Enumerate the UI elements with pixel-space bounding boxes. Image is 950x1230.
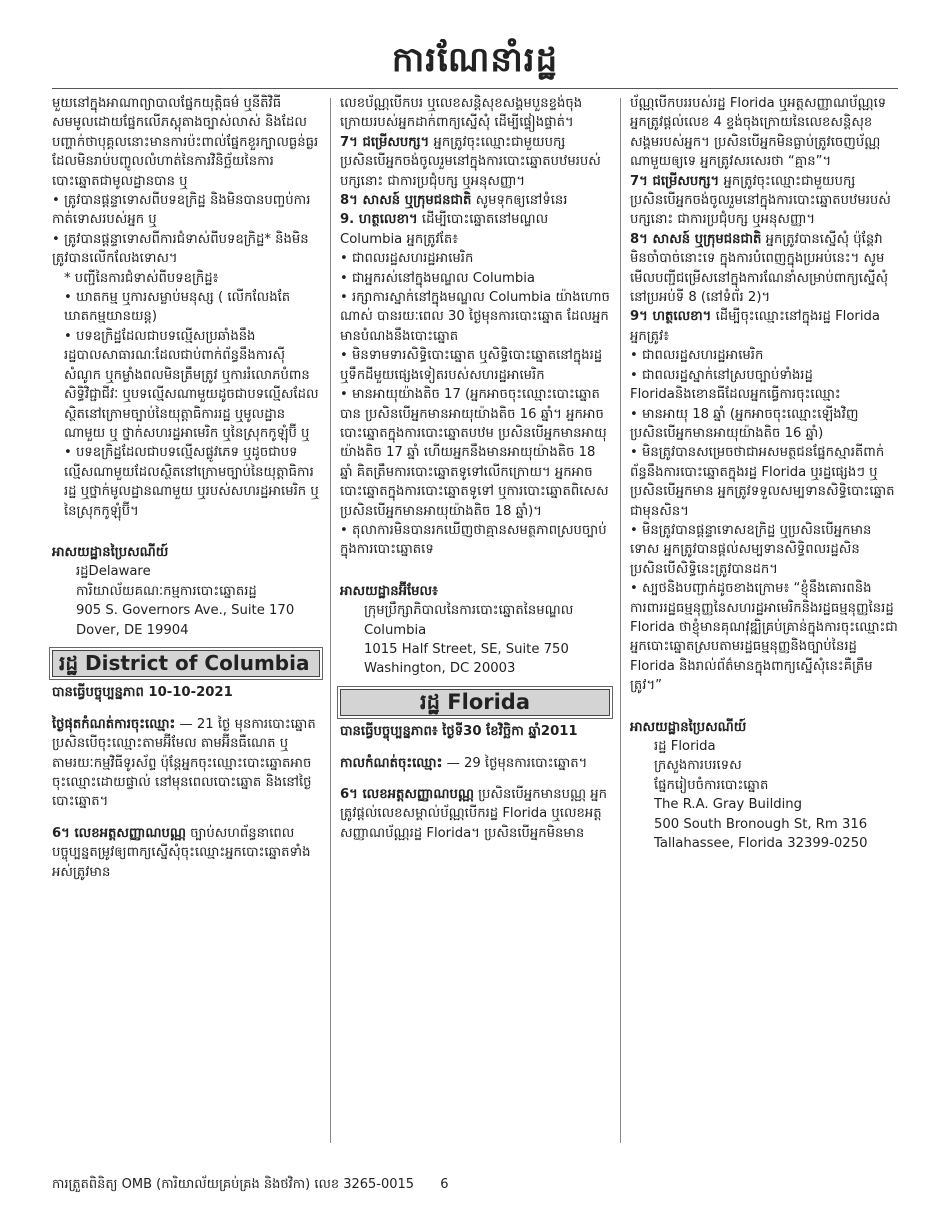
party-paragraph [630,172,898,230]
deadline-paragraph [52,715,320,812]
list-item: • មានអាយុយ៉ាងតិច 17 (អ្នកអាចចុះឈ្មោះបោះឆ្នោតបាន ប្រសិនបើអ្នកមានអាយុយ៉ាងតិច 16 ឆ្នាំ។ អ្នកអាចបោះឆ្នោតក្នុងការបោះឆ្នោតបឋម ប្រសិនបើអ្នកមានអាយុយ៉ាងតិច 17 ឆ្នាំ ហើយអ្នកនឹងមានអាយុយ៉ាងតិច 18 ឆ្នាំ គិតត្រឹមការបោះឆ្នោតទូទៅលើកក្រោយ។ អ្នកអាចបោះឆ្នោតក្នុងការបោះឆ្នោតទូទៅ ឬការបោះឆ្នោតពិសេស ប្រសិនបើអ្នកមានអាយុយ៉ាងតិច 18 ឆ្នាំ)។ [340,387,609,519]
signature-heading: 9. ហត្ថលេខា។ [340,212,418,228]
id-text: ច្បាប់សហព័ន្ធនាពេលបច្ចុប្បន្នតម្រូវឲ្យពាក្យស្នើសុំចុះឈ្មោះអ្នកបោះឆ្នោតទាំងអស់ត្រូវមាន [52,825,311,880]
race-text: សូមទុកឲ្យនៅទំនេរ [471,193,568,209]
address-line: ផ្នែករៀបចំការបោះឆ្នោត [654,777,769,793]
column-divider [620,98,621,1143]
race-paragraph [340,191,610,210]
omb-control-number: ការត្រួតពិនិត្យ OMB (ការិយាល័យគ្រប់គ្រង និងថវិកា) លេខ 3265-0015 [52,1177,415,1192]
column-3 [630,94,898,853]
race-text: អ្នកត្រូវបានស្នើសុំ ប៉ុន្តែវាមិនចាំបាច់នោះទេ ក្នុងការបំពេញក្នុងប្រអប់នេះ។ សូមមើលបញ្ជីជម្រើសនៅក្នុងការណែនាំសម្រាប់ពាក្យស្នើសុំនៅប្រអប់ទី 8 (នៅទំព័រ 2)។ [630,231,889,306]
address-line: រដ្ឋ Florida [654,739,716,754]
list-item: • ជាពលរដ្ឋសហរដ្ឋអាមេរិក [630,348,764,364]
list-item: • ត្រូវបានផ្តន្ទាទោសពីបទឧក្រិដ្ឋ និងមិនបានបញ្ចប់ការកាត់ទោសរបស់អ្នក ឬ [52,193,311,228]
party-text: អ្នកត្រូវចុះឈ្មោះជាមួយបក្សប្រសិនបើអ្នកចង់ចូលរួមនៅក្នុងការបោះឆ្នោតបឋមរបស់បក្សនោះ ជាការប្រជុំបក្ស ឬអនុសញ្ញា។ [630,173,891,228]
deadline-paragraph [340,754,610,773]
id-heading: 6។ លេខអត្តសញ្ញាណបណ្ណ [52,825,186,841]
race-heading: 8។ សាសន៍ ឬក្រុមជនជាតិ [340,193,472,209]
id-heading: 6។ លេខអត្តសញ្ញាណបណ្ណ [340,787,474,802]
page-footer [52,1176,471,1195]
address-line: 905 S. Governors Ave., Suite 170 [76,603,295,619]
address-line: ការិយាល័យគណៈកម្មការបោះឆ្នោតរដ្ឋ [76,583,257,599]
title-divider [52,88,898,89]
list-item: • បទឧក្រិដ្ឋដែលជាបទល្មើសប្រឆាំងនឹងរដ្ឋបាលសាធារណៈដែលជាប់ពាក់ព័ន្ធនឹងការស៊ីសំណូក ឬកម្លាំងពលមិនត្រឹមត្រូវ ឬការរំលោភបំពានសិទ្ធិវិជ្ជាជីវៈ ឬបទល្មើសណាមួយដូចជាបទល្មើសដែលស្ថិតនៅក្រោមច្បាប់នៃយុត្តាធិការរដ្ឋ ឬមូលដ្ឋានណាមួយ ឬ ថ្នាក់សហរដ្ឋអាមេរិក ឬនៃស្រុកកូឡុំប៊ី ឬ [64,328,319,441]
race-heading: 8។ សាសន៍ ឬក្រុមជនជាតិ [630,231,762,247]
address-heading: អាសយដ្ឋានប្រៃសណីយ៍ [52,544,169,560]
list-item: • បទឧក្រិដ្ឋដែលជាបទល្មើសផ្លូវភេទ ឬដូចជាបទល្មើសណាមួយដែលស្ថិតនៅក្រោមច្បាប់នៃយុត្តាធិការរដ្ឋ ឬថ្នាក់មូលដ្ឋានណាមួយ ឬរបស់សហរដ្ឋអាមេរិក ឬនៃស្រុកកូឡុំប៊ី។ [64,445,319,519]
list-item: • តុលាការមិនបានរកឃើញថាគ្មានសមត្ថភាពស្របច្បាប់ក្នុងការបោះឆ្នោតទេ [340,522,607,558]
list-item: • ជាអ្នករស់នៅក្នុងមណ្ឌល Columbia [340,270,535,286]
address-line: Dover, DE 19904 [76,622,189,638]
id-paragraph [52,824,320,882]
id-text: ប្រសិនបើអ្នកមានបណ្ណ អ្នកត្រូវផ្តល់លេខសម្គាល់ប័ណ្ណបើករដ្ឋ Florida ឬលេខអត្តសញ្ញាណប័ណ្ណរដ្ឋ Florida។ ប្រសិនបើអ្នកមិនមាន [340,787,607,841]
address-line: Tallahassee, Florida 32399-0250 [654,836,868,852]
address-line: 1015 Half Street, SE, Suite 750 [364,641,569,657]
list-item: • ស្បថនិងបញ្ជាក់ដូចខាងក្រោម៖ “ខ្ញុំនឹងគោរពនិងការពាររដ្ឋធម្មនុញ្ញនៃសហរដ្ឋអាមេរិកនិងរដ្ឋធម្មនុញ្ញនៃរដ្ឋ Florida ថាខ្ញុំមានគុណវុឌ្ឍិគ្រប់គ្រាន់ក្នុងការចុះឈ្មោះជាអ្នកបោះឆ្នោតស្របតាមរដ្ឋធម្មនុញ្ញនិងច្បាប់នៃរដ្ឋ Florida និងរាល់ព័ត៌មានក្នុងពាក្យស្នើសុំនេះគឺត្រឹមត្រូវ។” [630,581,898,694]
paragraph: លេខប័ណ្ណបើកបរ ឬលេខសន្តិសុខសង្គមបួនខ្ទង់ចុងក្រោយរបស់អ្នកដាក់ពាក្យស្នើសុំ ដើម្បីផ្ទៀងផ្ទាត់។ [340,96,583,131]
column-1 [52,94,320,882]
list-item: • មិនត្រូវបានផ្តន្ទាទោសឧក្រិដ្ឋ ឬប្រសិនបើអ្នកមានទោស អ្នកត្រូវបានផ្តល់សម្បទានសិទ្ធិពលរដ្ឋសិនប្រសិនបើសិទ្ធិនេះត្រូវបានដក។ [630,522,872,577]
list-item: • ជាពលរដ្ឋស្នាក់នៅស្របច្បាប់ទាំងរដ្ឋ Floridaនិងខោនធីដែលអ្នកធ្វើការចុះឈ្មោះ [630,367,841,403]
address-line: ក្រុមប្រឹក្សាភិបាលនៃការបោះឆ្នោតនៃមណ្ឌល Columbia [364,603,574,638]
deadline-text: — 29 ថ្ងៃមុនការបោះឆ្នោត។ [442,755,588,771]
column-divider [330,98,331,1143]
party-heading: 7។ ជម្រើសបក្ស។ [630,173,720,189]
signature-text: ដើម្បីចុះឈ្មោះនៅក្នុងរដ្ឋ Florida អ្នកត្រូវ៖ [630,309,880,344]
paragraph: ប័ណ្ណបើកបររបស់រដ្ឋ Florida ឬអត្តសញ្ញាណប័ណ្ណទេ អ្នកត្រូវផ្តល់លេខ 4 ខ្ទង់ចុងក្រោយនៃលេខសន្តិសុខសង្គមរបស់អ្នក។ ប្រសិនបើអ្នកមិនធ្លាប់ត្រូវចេញប័ណ្ណណាមួយឲ្យទេ អ្នកត្រូវសរសេរថា “គ្មាន”។ [630,96,887,170]
address-line: ក្រសួងការបរទេស [654,758,742,774]
page-number: 6 [440,1177,449,1192]
address-line: The R.A. Gray Building [654,797,802,813]
sub-heading: * បញ្ជីនៃការជំទាស់ពីបទឧក្រិដ្ឋ៖ [64,270,219,286]
deadline-heading: ថ្ងៃផុតកំណត់ការចុះឈ្មោះ [52,716,176,732]
updated-date: បានធ្វើបច្ចុប្បន្នភាព 10-10-2021 [52,685,233,701]
id-paragraph [340,785,610,843]
list-item: • ឃាតកម្ម ឬការសម្លាប់មនុស្ស ( លើកលែងតែឃាតកម្មយានយន្ត) [64,290,291,325]
address-heading: អាសយដ្ឋានប្រៃសណីយ៍ [630,719,747,735]
address-line: Washington, DC 20003 [364,661,516,677]
list-item: • ជាពលរដ្ឋសហរដ្ឋអាមេរិក [340,251,474,267]
list-item: • រក្សាការស្នាក់នៅក្នុងមណ្ឌល Columbia យ៉ាងហោចណាស់ បានរយៈពេល 30 ថ្ងៃមុនការបោះឆ្នោត ដែលអ្នកមានបំណងនឹងបោះឆ្នោត [340,290,610,344]
updated-date: បានធ្វើបច្ចុប្បន្នភាព៖ ថ្ងៃទី30 ខែវិច្ឆិកា ឆ្នាំ2011 [340,724,578,740]
deadline-heading: កាលកំណត់ចុះឈ្មោះ [340,755,443,771]
signature-heading: 9។ ហត្ថលេខា។ [630,309,712,325]
signature-paragraph [630,307,898,346]
party-text: អ្នកត្រូវចុះឈ្មោះជាមួយបក្សប្រសិនបើអ្នកចង់ចូលរួមនៅក្នុងការបោះឆ្នោតបឋមរបស់បក្សនោះ ជាការប្រជុំបក្ស ឬអនុសញ្ញា។ [340,134,601,189]
address-heading: អាសយដ្ឋានអ៊ីមែល៖ [340,583,438,599]
column-2 [340,94,610,843]
address-line: 500 South Bronough St, Rm 316 [654,816,868,832]
party-paragraph [340,133,610,191]
signature-text: ដើម្បីបោះឆ្នោតនៅមណ្ឌល Columbia អ្នកត្រូវតែ៖ [340,212,549,247]
list-item: • មិនទាមទារសិទ្ធិបោះឆ្នោត ឬសិទ្ធិបោះឆ្នោតនៅក្នុងរដ្ឋ ឬទឹកដីមួយផ្សេងទៀតរបស់សហរដ្ឋអាមេរិក [340,348,603,383]
page-title: ការណែនាំរដ្ឋ [391,40,559,80]
address-line: រដ្ឋDelaware [76,564,151,580]
state-banner: រដ្ឋ Florida [340,689,610,716]
race-paragraph [630,230,898,308]
deadline-text: — 21 ថ្ងៃ មុនការបោះឆ្នោតប្រសិនបើចុះឈ្មោះតាមអ៊ីមែល តាមអ៊ីនធឺណេត ឬតាមរយៈកម្មវិធីទូរស័ព្ទ ប៉ុន្តែអ្នកចុះឈ្មោះបោះឆ្នោតអាចចុះឈ្មោះដោយផ្ទាល់ នៅមុនពេលបោះឆ្នោត និងនៅថ្ងៃបោះឆ្នោត។ [52,716,316,810]
party-heading: 7។ ជម្រើសបក្ស។ [340,134,430,150]
paragraph: មួយនៅក្នុងអាណាព្យាបាលផ្នែកយុត្តិធម៌ ឬនីតិវិធីសមមូលដោយផ្នែកលើភស្តុតាងច្បាស់លាស់ និងដែលបញ្ហាក់ថាបុគ្គលនោះមានការប៉ះពាល់ផ្នែកខួរក្បាលធ្ងន់ធ្ងរដែលមិនរាប់បញ្ចូលលំហាត់នៃការវិនិច្ឆ័យនៃការបោះឆ្នោតជាមូលដ្ឋានបាន ឬ [52,96,319,189]
list-item: • មិនត្រូវបានសម្រេចថាជាអសមត្ថជនផ្នែកស្មារតីពាក់ព័ន្ធនឹងការបោះឆ្នោតក្នុងរដ្ឋ Florida ឬរដ្ឋផ្សេងៗ ឬប្រសិនបើអ្នកមាន អ្នកត្រូវទទួលសម្បទានសិទ្ធិបោះឆ្នោតជាមុនសិន។ [630,445,895,519]
list-item: • ត្រូវបានផ្តន្ទាទោសពីការជំទាស់ពីបទឧក្រិដ្ឋ* និងមិនត្រូវបានលើកលែងទោស។ [52,231,309,267]
state-banner: រដ្ឋ District of Columbia [52,650,320,677]
signature-paragraph [340,210,610,249]
list-item: • មានអាយុ 18 ឆ្នាំ (អ្នកអាចចុះឈ្មោះឡើងវិញ ប្រសិនបើអ្នកមានអាយុយ៉ាងតិច 16 ឆ្នាំ) [630,406,859,441]
